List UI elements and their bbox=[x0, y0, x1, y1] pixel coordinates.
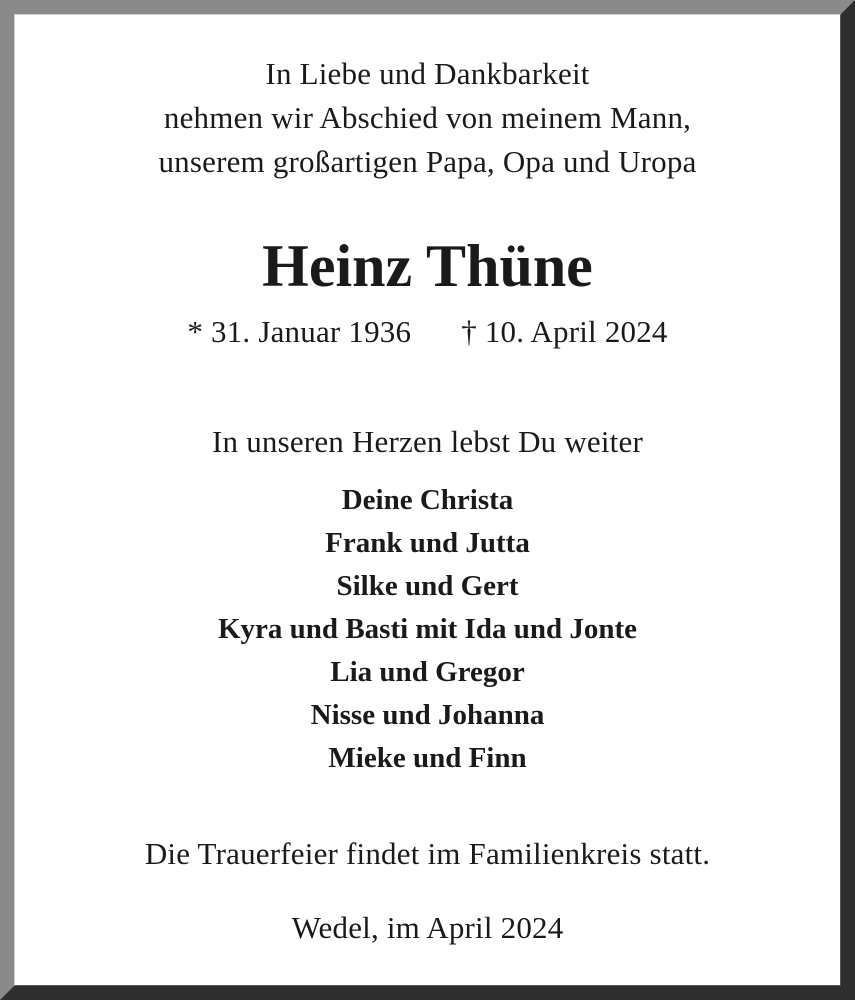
family-member: Mieke und Finn bbox=[328, 742, 527, 774]
intro-line-3: unserem großartigen Papa, Opa und Uropa bbox=[158, 144, 697, 179]
family-member: Frank und Jutta bbox=[325, 527, 530, 559]
death-date: † 10. April 2024 bbox=[461, 314, 668, 349]
family-member: Deine Christa bbox=[341, 484, 514, 516]
family-member: Silke und Gert bbox=[336, 570, 519, 602]
place-date: Wedel, im April 2024 bbox=[291, 910, 564, 945]
life-dates bbox=[14, 314, 841, 350]
deceased-name: Heinz Thüne bbox=[262, 233, 593, 299]
obituary-notice bbox=[14, 14, 841, 986]
birth-date: * 31. Januar 1936 bbox=[187, 314, 412, 349]
family-member: Kyra und Basti mit Ida und Jonte bbox=[218, 613, 637, 645]
intro-line-1: In Liebe und Dankbarkeit bbox=[265, 56, 590, 91]
intro-line-2: nehmen wir Abschied von meinem Mann, bbox=[163, 100, 692, 135]
family-member: Nisse und Johanna bbox=[310, 699, 545, 731]
motto: In unseren Herzen lebst Du weiter bbox=[212, 424, 643, 459]
ceremony-note: Die Trauerfeier findet im Familienkreis statt. bbox=[144, 836, 711, 871]
family-member: Lia und Gregor bbox=[330, 656, 525, 688]
